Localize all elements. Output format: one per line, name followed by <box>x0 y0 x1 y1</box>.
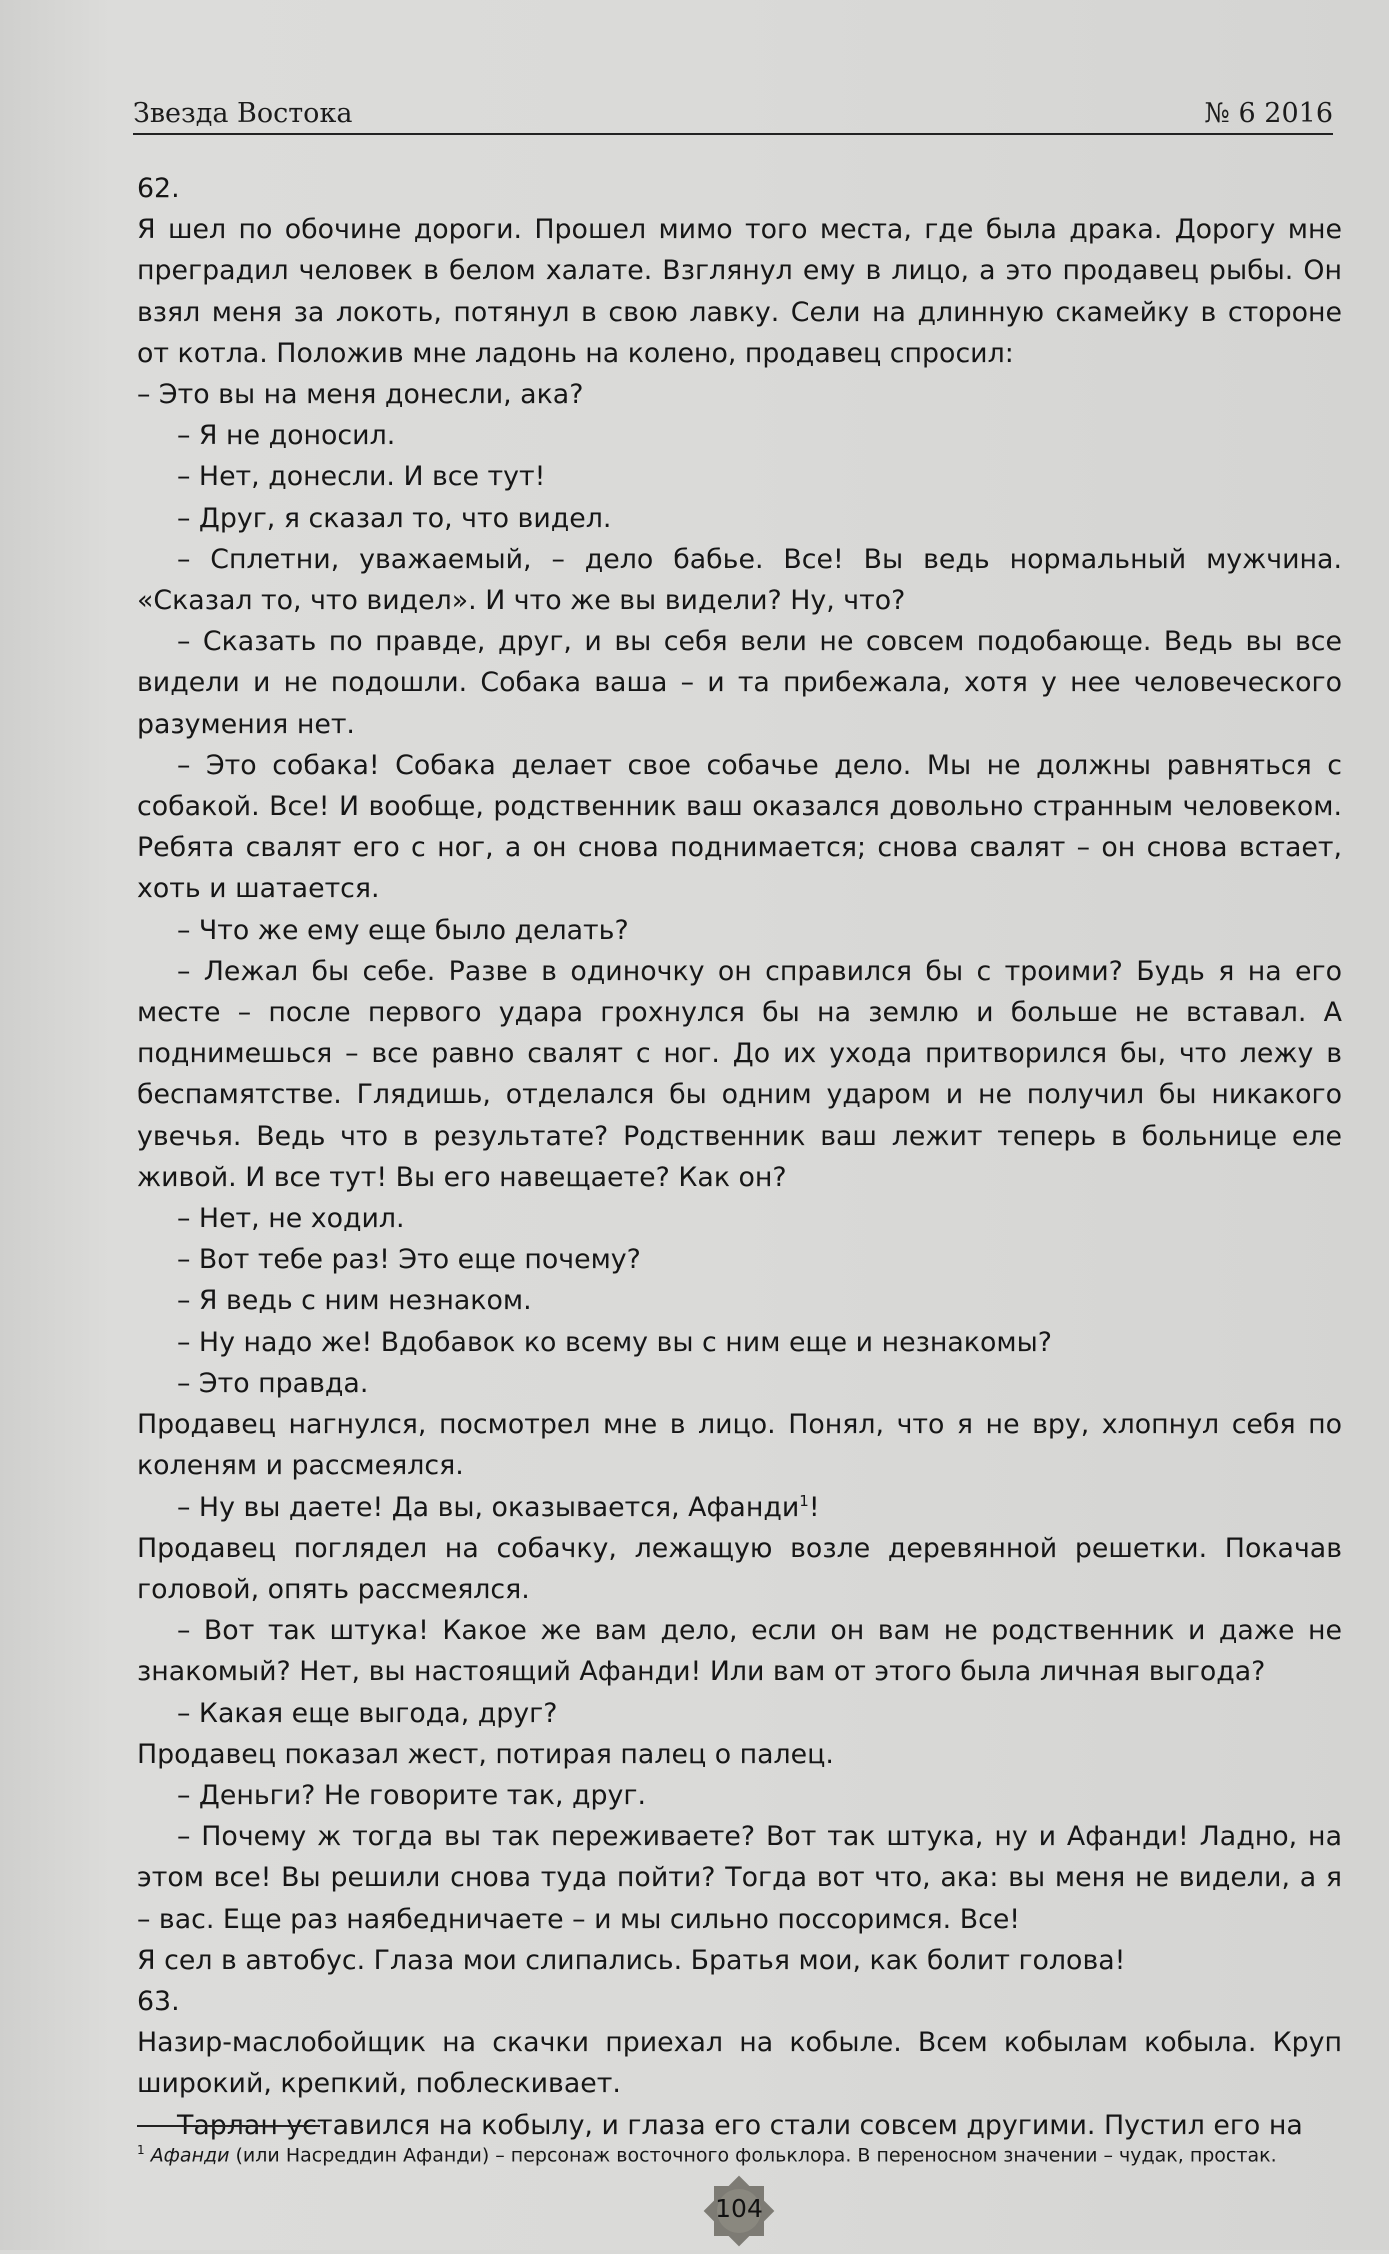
paragraph-text: Я шел по обочине дороги. Прошел мимо того места, где была драка. Дорогу мне преградил человек в белом халате. Взглянул ему в лицо, а это продавец рыбы. Он взял меня за локоть, потянул в свою лавку. Сели на длинную скамейку в стороне от котла. Положив мне ладонь на колено, продавец спросил: <box>137 214 1342 369</box>
paragraph <box>137 1610 1342 1692</box>
paragraph <box>137 1775 1342 1816</box>
journal-title: Звезда Востока <box>133 98 353 129</box>
page-number: 104 <box>715 2194 763 2223</box>
paragraph-text: – Нет, донесли. И все тут! <box>177 461 546 493</box>
paragraph-text: – Деньги? Не говорите так, друг. <box>177 1779 646 1811</box>
paragraph-text: – Какая еще выгода, друг? <box>177 1697 558 1729</box>
paragraph <box>137 951 1342 1198</box>
paragraph-text: – Вот так штука! Какое же вам дело, если он вам не родственник и даже не знакомый? Нет, вы настоящий Афанди! Или вам от этого была личная выгода? <box>137 1615 1342 1688</box>
footnote <box>137 2136 1347 2169</box>
paragraph-text: – Почему ж тогда вы так переживаете? Вот так штука, ну и Афанди! Ладно, на этом все! Вы решили снова туда пойти? Тогда вот что, ака: вы меня не видели, а я – вас. Еще раз наябедничаете – и мы сильно поссоримся. Все! <box>137 1821 1342 1935</box>
paragraph-text: 63. <box>137 1985 180 2017</box>
paragraph-text: Я сел в автобус. Глаза мои слипались. Братья мои, как болит голова! <box>137 1944 1126 1976</box>
paragraph <box>137 1239 1342 1280</box>
paragraph-text: Назир-маслобойщик на скачки приехал на кобыле. Всем кобылам кобыла. Круп широкий, крепкий, поблескивает. <box>137 2027 1342 2100</box>
paragraph <box>137 1198 1342 1239</box>
paragraph-text: – Лежал бы себе. Разве в одиночку он справился бы с троими? Будь я на его месте – после первого удара грохнулся бы на землю и больше не вставал. А поднимешься – все равно свалят с ног. До их ухода притворился бы, что лежу в беспамятстве. Глядишь, отделался бы одним ударом и не получил бы никакого увечья. Ведь что в результате? Родственник ваш лежит теперь в больнице еле живой. И все тут! Вы его навещаете? Как он? <box>137 955 1342 1193</box>
footnote-term: Афанди <box>150 2144 230 2167</box>
paragraph-text: Продавец показал жест, потирая палец о палец. <box>137 1738 834 1770</box>
paragraph <box>137 745 1342 910</box>
paragraph-text: – Что же ему еще было делать? <box>177 914 629 946</box>
paragraph <box>137 539 1342 621</box>
paragraph-text: – Нет, не ходил. <box>177 1203 405 1235</box>
running-header <box>133 95 1333 135</box>
paragraph-text: – Ну надо же! Вдобавок ко всему вы с ним еще и незнакомы? <box>177 1326 1052 1358</box>
paragraph <box>137 374 1342 415</box>
paragraph <box>137 1404 1342 1486</box>
paragraph <box>137 209 1342 374</box>
paragraph-text: – Ну вы даете! Да вы, оказывается, Афанди <box>177 1491 800 1523</box>
footnote-rule <box>137 2125 320 2127</box>
paragraph-tail: ! <box>808 1491 820 1523</box>
paragraph <box>137 910 1342 951</box>
paragraph-text: – Я не доносил. <box>177 420 396 452</box>
paragraph <box>137 1322 1342 1363</box>
paragraph <box>137 456 1342 497</box>
paragraph-text: Продавец нагнулся, посмотрел мне в лицо. Понял, что я не вру, хлопнул себя по коленям и рассмеялся. <box>137 1409 1342 1482</box>
paragraph <box>137 498 1342 539</box>
paragraph-text: – Сказать по правде, друг, и вы себя вели не совсем подобающе. Ведь вы все видели и не подошли. Собака ваша – и та прибежала, хотя у нее человеческого разумения нет. <box>137 626 1342 740</box>
paragraph <box>137 1693 1342 1734</box>
paragraph-text: – Это правда. <box>177 1367 369 1399</box>
issue-number: № 6 2016 <box>1204 98 1333 129</box>
paragraph <box>137 1734 1342 1775</box>
paragraph <box>137 621 1342 745</box>
paragraph-text: – Это собака! Собака делает свое собачье дело. Мы не должны равняться с собакой. Все! И вообще, родственник ваш оказался довольно странным человеком. Ребята свалят его с ног, а он снова поднимается; снова свалят – он снова встает, хоть и шатается. <box>137 749 1342 905</box>
paragraph-text: Тарлан уставился на кобылу, и глаза его стали совсем другими. Пустил его на <box>177 2109 1303 2141</box>
paragraph <box>137 1940 1342 1981</box>
paragraph <box>137 1528 1342 1610</box>
paragraph-text: – Вот тебе раз! Это еще почему? <box>177 1244 641 1276</box>
paragraph-text: 62. <box>137 173 180 204</box>
paragraph <box>137 1363 1342 1404</box>
paragraph <box>137 1487 1342 1528</box>
body-text <box>137 168 1342 2146</box>
footnote-text: (или Насреддин Афанди) – персонаж восточного фольклора. В переносном значении – чудак, простак. <box>229 2144 1277 2167</box>
footnote-mark: 1 <box>137 2143 145 2157</box>
paragraph <box>137 168 1342 209</box>
paragraph-text: – Это вы на меня донесли, ака? <box>137 379 584 411</box>
paragraph-text: – Я ведь с ним незнаком. <box>177 1285 532 1317</box>
page-number-badge <box>696 2168 782 2254</box>
paragraph-text: – Друг, я сказал то, что видел. <box>177 502 612 534</box>
paragraph <box>137 1981 1342 2022</box>
paragraph <box>137 1280 1342 1321</box>
paragraph <box>137 1816 1342 1940</box>
paragraph <box>137 415 1342 456</box>
footnote-reference: 1 <box>799 1491 809 1510</box>
paragraph-text: – Сплетни, уважаемый, – дело бабье. Все! Вы ведь нормальный мужчина. «Сказал то, что видел». И что же вы видели? Ну, что? <box>137 543 1342 617</box>
paragraph <box>137 2022 1342 2104</box>
paragraph-text: Продавец поглядел на собачку, лежащую возле деревянной решетки. Покачав головой, опять рассмеялся. <box>137 1532 1342 1605</box>
